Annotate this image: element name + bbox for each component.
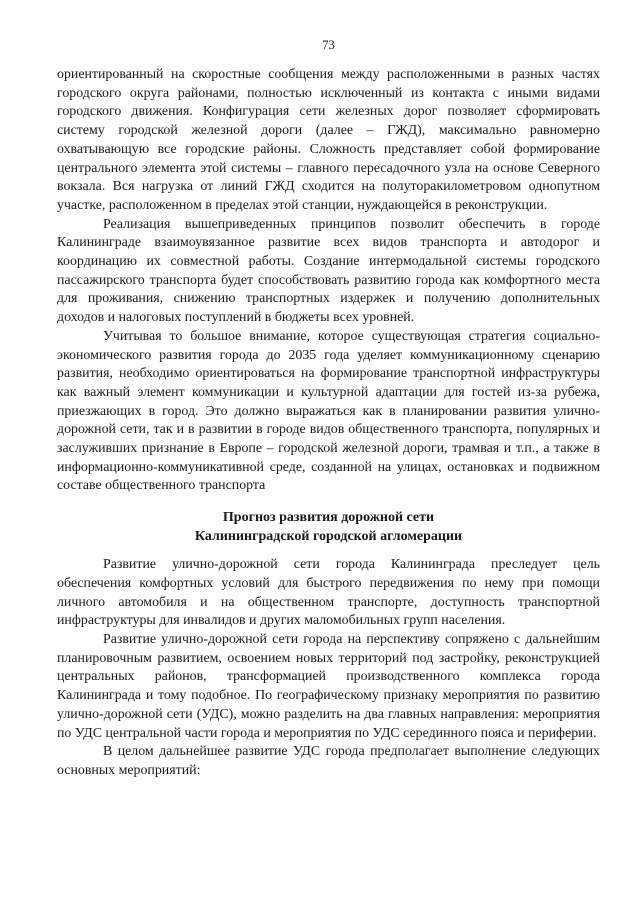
paragraph-1: ориентированный на скоростные сообщения между расположенными в разных частях городского округа районами, полностью исключенный из контакта с иными видами городского движения. Конфигурация сети железных дорог позволяет сформировать систему городской железной дороги (далее – ГЖД), максимально равномерно охватывающую все городские районы. Сложность представляет собой формирование центрального элемента этой системы – главного пересадочного узла на основе Северного вокзала. Вся нагрузка от линий ГЖД сходится на полуторакилометровом однопутном участке, расположенном в пределах этой станции, нуждающейся в реконструкции. [57,67,600,213]
section-heading [57,508,600,546]
section-heading-line-1: Прогноз развития дорожной сети [222,510,435,526]
paragraph-5: Развитие улично-дорожной сети города на перспективу сопряжено с дальнейшим планировочным развитием, освоением новых территорий под застройку, реконструкцией центральных районов, трансформацией производственного комплекса города Калининграда и тому подобное. По географическому признаку мероприятия по развитию улично-дорожной сети (УДС), можно разделить на два главных направления: мероприятия по УДС центральной части города и мероприятия по УДС серединного пояса и периферии. [57,631,600,741]
paragraph-3: Учитывая то большое внимание, которое существующая стратегия социально-экономического развития города до 2035 года уделяет коммуникационному сценарию развития, необходимо ориентироваться на формирование транспортной инфраструктуры как важный элемент коммуникации и культурной адаптации для гостей из-за рубежа, приезжающих в город. Это должно выражаться как в планировании развития улично-дорожной сети, так и в развитии в городе видов общественного транспорта, популярных и заслуживших признание в Европе – городской железной дороги, трамвая и т.п., а также в информационно-коммуникативной среде, созданной на улицах, остановках и подвижном составе общественного транспорта [57,328,600,494]
section-heading-line-2: Калининградской городской агломерации [194,529,463,545]
paragraph-2: Реализация вышеприведенных принципов позволит обеспечить в городе Калининграде взаимоувязанное развитие всех видов транспорта и автодорог и координацию их совместной работы. Создание интермодальной системы городского пассажирского транспорта будет способствовать развитию города как комфортного места для проживания, снижению транспортных издержек и получению дополнительных доходов и налоговых поступлений в бюджеты всех уровней. [57,216,600,326]
document-body [57,66,600,781]
page-number: 73 [322,38,335,52]
paragraph-6: В целом дальнейшее развитие УДС города предполагает выполнение следующих основных мероприятий: [57,744,600,778]
paragraph-4: Развитие улично-дорожной сети города Калининграда преследует цель обеспечения комфортных условий для быстрого передвижения по нему при помощи личного автомобиля и на общественном транспорте, доступность транспортной инфраструктуры для инвалидов и других маломобильных групп населения. [57,557,600,629]
